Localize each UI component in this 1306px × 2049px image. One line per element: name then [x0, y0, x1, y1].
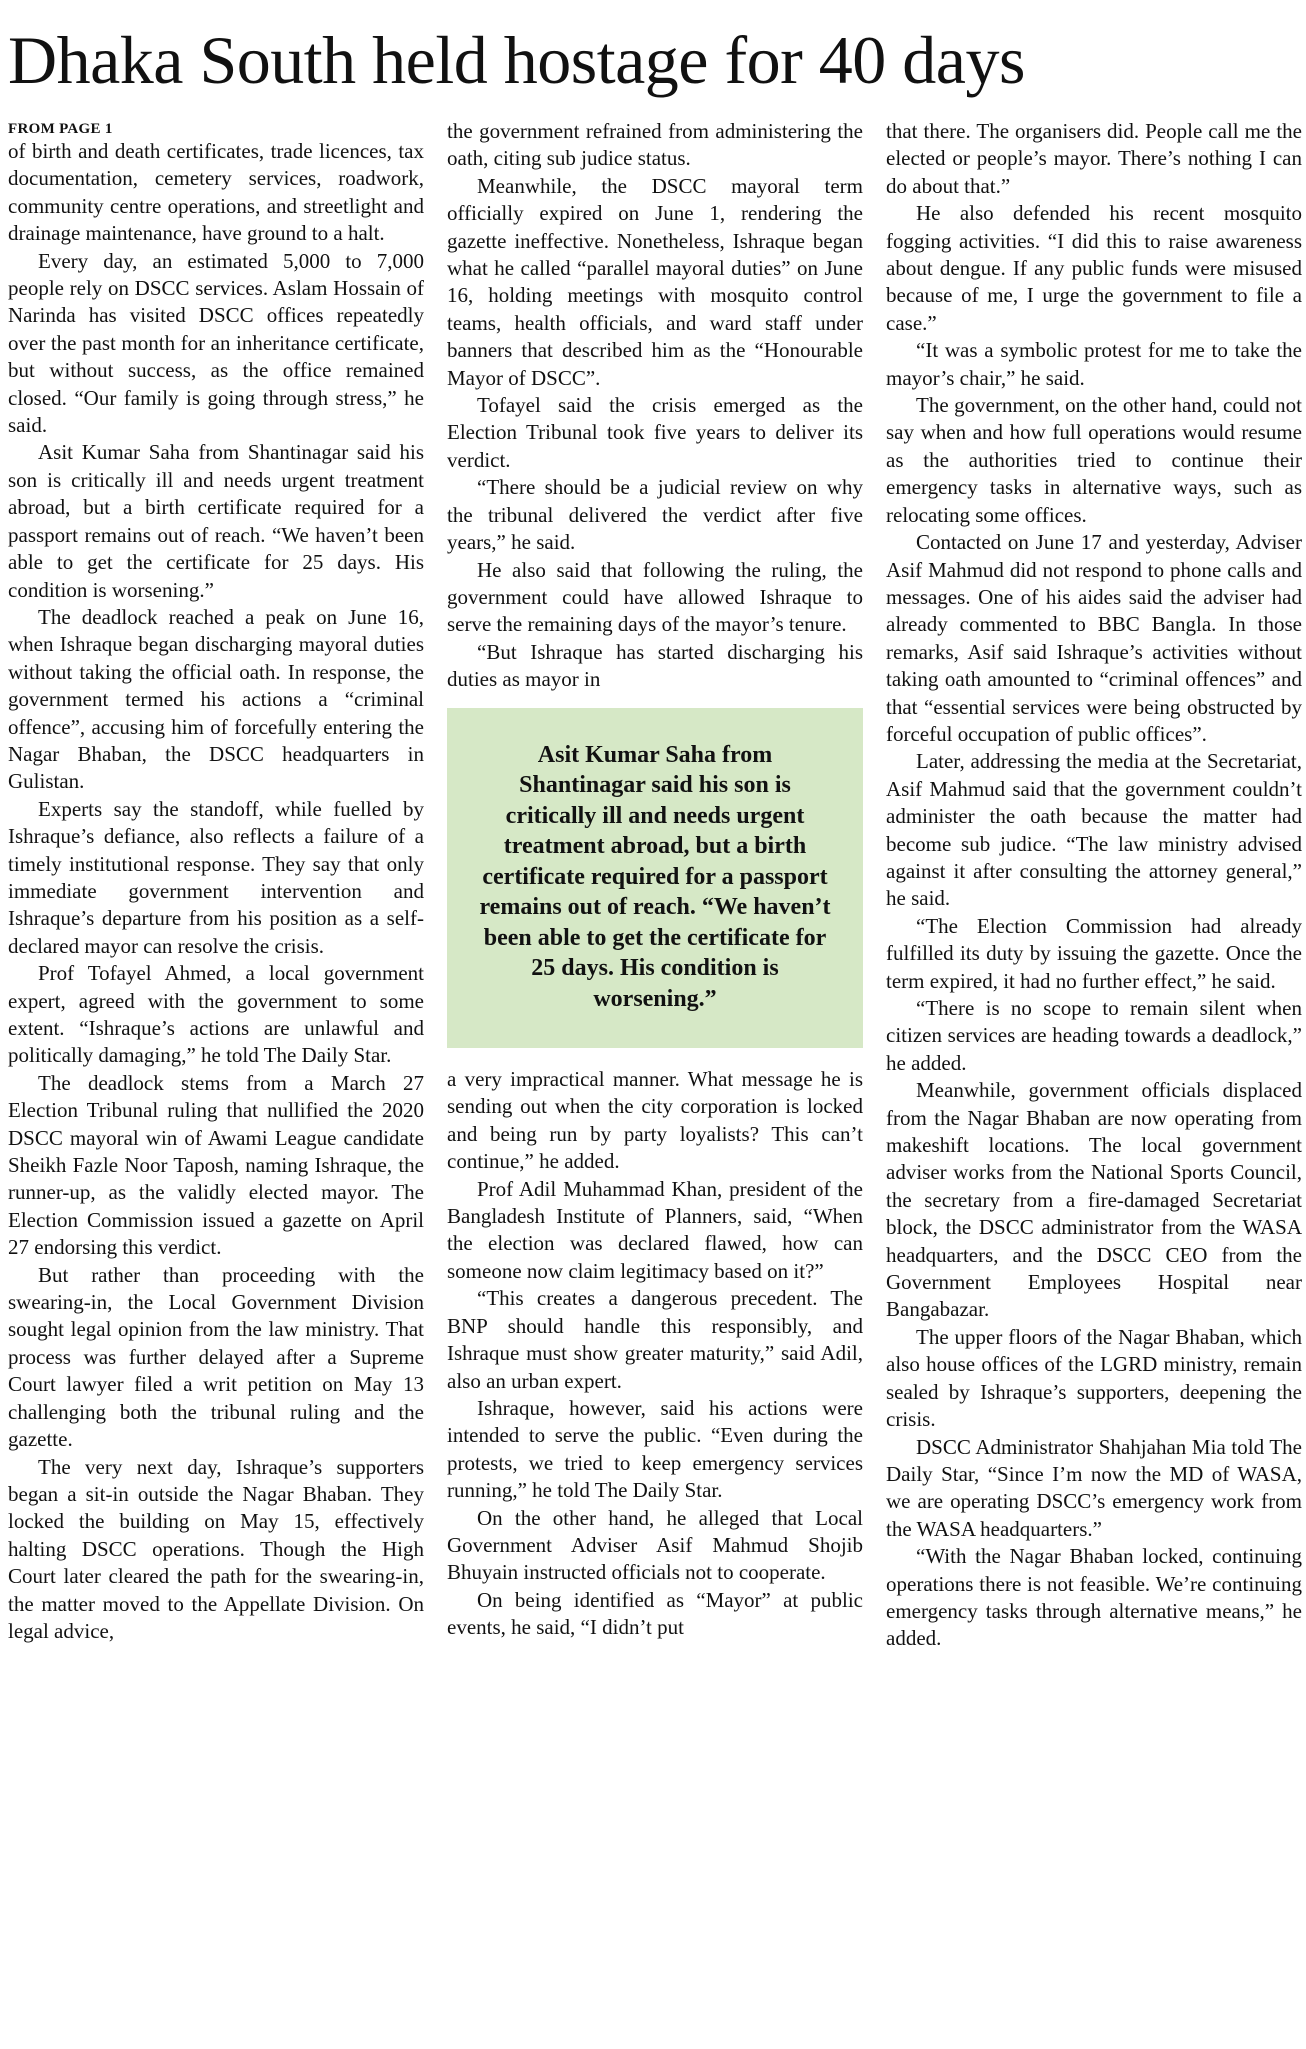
paragraph: Tofayel said the crisis emerged as the Election Tribunal took five years to deliver its verdict.	[447, 393, 863, 472]
pull-quote-text: Asit Kumar Saha from Shantinagar said his son is critically ill and needs urgent treatment abroad, but a birth certificate required for a passport remains out of reach. “We haven’t been able to get the certificate for 25 days. His condition is worsening.”	[479, 741, 831, 1012]
paragraph: Meanwhile, government officials displaced from the Nagar Bhaban are now operating from makeshift locations. The local government adviser works from the National Sports Council, the secretary from a fire-damaged Secretariat block, the DSCC administrator from the WASA headquarters, and the DSCC CEO from the Government Employees Hospital near Bangabazar.	[886, 1078, 1302, 1322]
paragraph: Asit Kumar Saha from Shantinagar said his son is critically ill and needs urgent treatment abroad, but a birth certificate required for a passport remains out of reach. “We haven’t been able to get the certificate for 25 days. His condition is worsening.”	[8, 440, 424, 602]
paragraph: Experts say the standoff, while fuelled by Ishraque’s defiance, also reflects a failure of a timely institutional response. They say that only immediate government intervention and Ishraque’s departure from his position as a self-declared mayor can resolve the crisis.	[8, 796, 424, 958]
paragraph: “It was a symbolic protest for me to take the mayor’s chair,” he said.	[886, 338, 1302, 390]
paragraph: But rather than proceeding with the swearing-in, the Local Government Division sought legal opinion from the law ministry. That process was further delayed after a Supreme Court lawyer filed a writ petition on May 13 challenging both the tribunal ruling and the gazette.	[8, 1262, 424, 1452]
paragraph: The deadlock reached a peak on June 16, when Ishraque began discharging mayoral duties without taking the official oath. In response, the government termed his actions a “criminal offence”, accusing him of forcefully entering the Nagar Bhaban, the DSCC headquarters in Gulistan.	[8, 604, 424, 794]
paragraph: that there. The organisers did. People call me the elected or people’s mayor. There’s nothing I can do about that.”	[886, 119, 1302, 198]
pull-quote	[447, 708, 863, 1049]
paragraph: “There is no scope to remain silent when citizen services are heading towards a deadlock,” he added.	[886, 996, 1302, 1075]
paragraph: The government, on the other hand, could not say when and how full operations would resume as the authorities tried to continue their emergency tasks in alternative ways, such as relocating some offices.	[886, 393, 1302, 527]
column-1	[8, 120, 424, 2045]
paragraph: “The Election Commission had already fulfilled its duty by issuing the gazette. Once the term expired, it had no further effect,” he said.	[886, 913, 1302, 993]
paragraph: of birth and death certificates, trade licences, tax documentation, cemetery services, roadwork, community centre operations, and streetlight and drainage maintenance, have ground to a halt.	[8, 139, 424, 246]
paragraph: The deadlock stems from a March 27 Election Tribunal ruling that nullified the 2020 DSCC mayoral win of Awami League candidate Sheikh Fazle Noor Taposh, naming Ishraque, the runner-up, as the validly elected mayor. The Election Commission issued a gazette on April 27 endorsing this verdict.	[8, 1070, 424, 1260]
paragraph: DSCC Administrator Shahjahan Mia told The Daily Star, “Since I’m now the MD of WASA, we are operating DSCC’s emergency work from the WASA headquarters.”	[886, 1434, 1302, 1541]
paragraph: “This creates a dangerous precedent. The BNP should handle this responsibly, and Ishraque must show greater maturity,” said Adil, also an urban expert.	[447, 1286, 863, 1393]
paragraph: The upper floors of the Nagar Bhaban, which also house offices of the LGRD ministry, remain sealed by Ishraque’s supporters, deepening the crisis.	[886, 1324, 1302, 1432]
paragraph: “But Ishraque has started discharging his duties as mayor in	[447, 639, 863, 692]
paragraph: On the other hand, he alleged that Local Government Adviser Asif Mahmud Shojib Bhuyain instructed officials not to cooperate.	[447, 1505, 863, 1585]
paragraph: He also said that following the ruling, the government could have allowed Ishraque to serve the remaining days of the mayor’s tenure.	[447, 557, 863, 637]
paragraph: Later, addressing the media at the Secretariat, Asif Mahmud said that the government couldn’t administer the oath because the matter had become sub judice. “The law ministry advised against it after consulting the attorney general,” he said.	[886, 749, 1302, 911]
paragraph: Every day, an estimated 5,000 to 7,000 people rely on DSCC services. Aslam Hossain of Narinda has visited DSCC offices repeatedly over the past month for an inheritance certificate, but without success, as the office remained closed. “Our family is going through stress,” he said.	[8, 248, 424, 438]
paragraph: Prof Adil Muhammad Khan, president of the Bangladesh Institute of Planners, said, “When the election was declared flawed, how can someone now claim legitimacy based on it?”	[447, 1176, 863, 1283]
paragraph: Ishraque, however, said his actions were intended to serve the public. “Even during the protests, we tried to keep emergency services running,” he told The Daily Star.	[447, 1395, 863, 1503]
paragraph: a very impractical manner. What message he is sending out when the city corporation is locked and being run by party loyalists? This can’t continue,” he added.	[447, 1067, 863, 1174]
paragraph: The very next day, Ishraque’s supporters began a sit-in outside the Nagar Bhaban. They locked the building on May 15, effectively halting DSCC operations. Though the High Court later cleared the path for the swearing-in, the matter moved to the Appellate Division. On legal advice,	[8, 1454, 424, 1643]
headline: Dhaka South held hostage for 40 days	[8, 22, 1025, 98]
column-3	[886, 118, 1302, 2043]
paragraph: Prof Tofayel Ahmed, a local government expert, agreed with the government to some extent. “Ishraque’s actions are unlawful and politically damaging,” he told The Daily Star.	[8, 961, 424, 1068]
paragraph: He also defended his recent mosquito fogging activities. “I did this to raise awareness about dengue. If any public funds were misused because of me, I urge the government to file a case.”	[886, 201, 1302, 335]
paragraph: On being identified as “Mayor” at public events, he said, “I didn’t put	[447, 1587, 863, 1640]
kicker: FROM PAGE 1	[8, 121, 113, 137]
paragraph: “With the Nagar Bhaban locked, continuing operations there is not feasible. We’re continuing emergency tasks through alternative means,” he added.	[886, 1544, 1302, 1651]
paragraph: the government refrained from administering the oath, citing sub judice status.	[447, 119, 863, 171]
paragraph: Contacted on June 17 and yesterday, Adviser Asif Mahmud did not respond to phone calls and messages. One of his aides said the adviser had already commented to BBC Bangla. In those remarks, Asif said Ishraque’s activities without taking oath amounted to “criminal offences” and that “essential services were being obstructed by forceful occupation of public offices”.	[886, 530, 1302, 746]
paragraph: “There should be a judicial review on why the tribunal delivered the verdict after five years,” he said.	[447, 475, 863, 555]
column-2	[447, 118, 863, 2043]
paragraph: Meanwhile, the DSCC mayoral term officially expired on June 1, rendering the gazette ineffective. Nonetheless, Ishraque began what he called “parallel mayoral duties” on June 16, holding meetings with mosquito control teams, health officials, and ward staff under banners that described him as the “Honourable Mayor of DSCC”.	[447, 173, 863, 390]
